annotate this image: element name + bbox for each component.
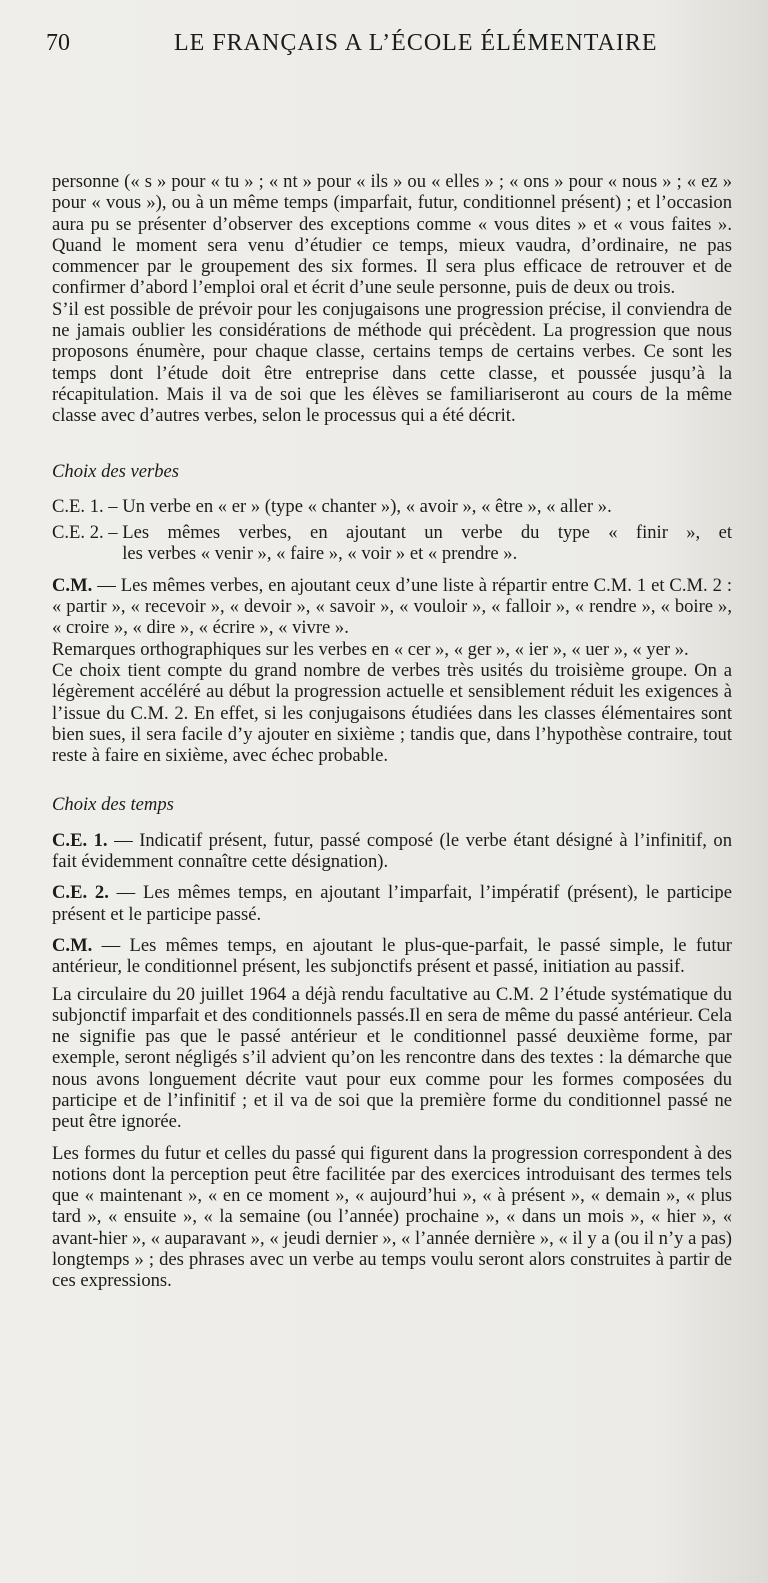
running-title: LE FRANÇAIS A L’ÉCOLE ÉLÉMENTAIRE (174, 30, 658, 56)
page-header (46, 30, 720, 66)
verbes-ce2-item (52, 522, 732, 565)
verbes-ce1-item (52, 496, 732, 517)
verbes-ce2-block (122, 522, 732, 565)
verbes-ce2-line-1: Les mêmes verbes, en ajoutant un verbe du type « finir », et (122, 522, 732, 544)
temps-ce2-label: C.E. 2. (52, 882, 109, 904)
verbes-ce1-text: Un verbe en « er » (type « chanter »), « avoir », « être », « aller ». (122, 495, 612, 517)
temps-ce2-paragraph (52, 882, 732, 925)
temps-ce2-text: — Les mêmes temps, en ajoutant l’imparfait, l’impératif (présent), le participe présent et le participe passé. (52, 882, 732, 925)
verbes-cm-text: — Les mêmes verbes, en ajoutant ceux d’une liste à répartir entre C.M. 1 et C.M. 2 : « partir », « recevoir », « devoir », « savoir », « vouloir », « falloir », « rendre », « boire », « croire », « dire », « écrire », « vivre ». (52, 574, 732, 639)
intro-paragraph-2: S’il est possible de prévoir pour les conjugaisons une progression précise, il conviendra de ne jamais oublier les considérations de méthode qui précèdent. La progression que nous proposons énumère, pour chaque classe, certains temps de certains verbes. Ce sont les temps dont l’étude doit être entreprise dans cette classe, et poussée jusqu’à la récapitulation. Mais il va de soi que les élèves se familiariseront au cours de la même classe avec d’autres verbes, selon le processus qui a été décrit. (52, 298, 732, 427)
verbes-ce2-label: C.E. 2. – (52, 522, 118, 544)
intro-paragraph-1: personne (« s » pour « tu » ; « nt » pour « ils » ou « elles » ; « ons » pour « nous » ; « ez » pour « vous »), ou à un même temps (imparfait, futur, conditionnel présent) ; et l’occasion aura pu se présenter d’observer des exceptions comme « vous dites » et « vous faites ». Quand le moment sera venu d’étudier ce temps, mieux vaudra, d’ordinaire, ne pas commencer par le groupement des six formes. Il sera plus efficace de retrouver et de confirmer d’abord l’emploi oral et écrit d’une seule personne, puis de deux ou trois. (52, 171, 732, 299)
verbes-cm-label: C.M. (52, 574, 93, 596)
page-number: 70 (46, 30, 70, 56)
verbes-commentaire: Ce choix tient compte du grand nombre de verbes très usités du troisième groupe. On a légèrement accéléré au début la progression actuelle et sensiblement réduit les exigences à l’issue du C.M. 2. En effet, si les conjugaisons étudiées dans les classes élémentaires sont bien sues, il sera facile d’y ajouter en sixième ; tandis que, dans l’hypothèse contraire, tout reste à faire en sixième, avec échec probable. (52, 659, 732, 767)
temps-cm-text: — Les mêmes temps, en ajoutant le plus-que-parfait, le passé simple, le futur antérieur, le conditionnel présent, les subjonctifs présent et passé, initiation au passif. (52, 934, 732, 978)
temps-cm-label: C.M. (52, 934, 93, 956)
body-text (52, 171, 732, 1292)
temps-ce1-text: — Indicatif présent, futur, passé composé (le verbe étant désigné à l’infinitif, on fait évidemment connaître cette désignation). (52, 829, 732, 873)
temps-ce1-paragraph (52, 830, 732, 873)
verbes-ce2-line-2: les verbes « venir », « faire », « voir » et « prendre ». (122, 543, 518, 565)
verbes-ce1-label: C.E. 1. – (52, 495, 118, 517)
temps-formes-paragraph: Les formes du futur et celles du passé qui figurent dans la progression correspondent à des notions dont la perception peut être facilitée par des exercices introduisant des termes tels que « maintenant », « en ce moment », « aujourd’hui », « à présent », « demain », « plus tard », « ensuite », « la semaine (ou l’année) prochaine », « dans un mois », « hier », « avant-hier », « auparavant », « jeudi dernier », « l’année dernière », « il y a (ou il n’y a pas) longtemps » ; des phrases avec un verbe au temps voulu seront alors construites à partir de ces expressions. (52, 1142, 732, 1292)
verbes-cm-paragraph (52, 575, 732, 639)
temps-cm-paragraph (52, 935, 732, 978)
temps-ce1-label: C.E. 1. (52, 829, 108, 851)
section-title-verbes: Choix des verbes (52, 460, 180, 482)
temps-circulaire-paragraph: La circulaire du 20 juillet 1964 a déjà rendu facultative au C.M. 2 l’étude systématique du subjonctif imparfait et des conditionnels passés.Il en sera de même du passé antérieur. Cela ne signifie pas que le passé antérieur et le conditionnel passé deuxième forme, par exemple, seront négligés s’il advient qu’on les rencontre dans des textes : la démarche que nous avons longuement décrite vaut pour eux comme pour les formes composées du participe et de l’infinitif ; et il va de soi que la première forme du conditionnel passé ne peut être ignorée. (52, 983, 732, 1133)
section-title-temps: Choix des temps (52, 794, 174, 816)
verbes-remarques: Remarques orthographiques sur les verbes en « cer », « ger », « ier », « uer », « yer ». (52, 638, 689, 660)
